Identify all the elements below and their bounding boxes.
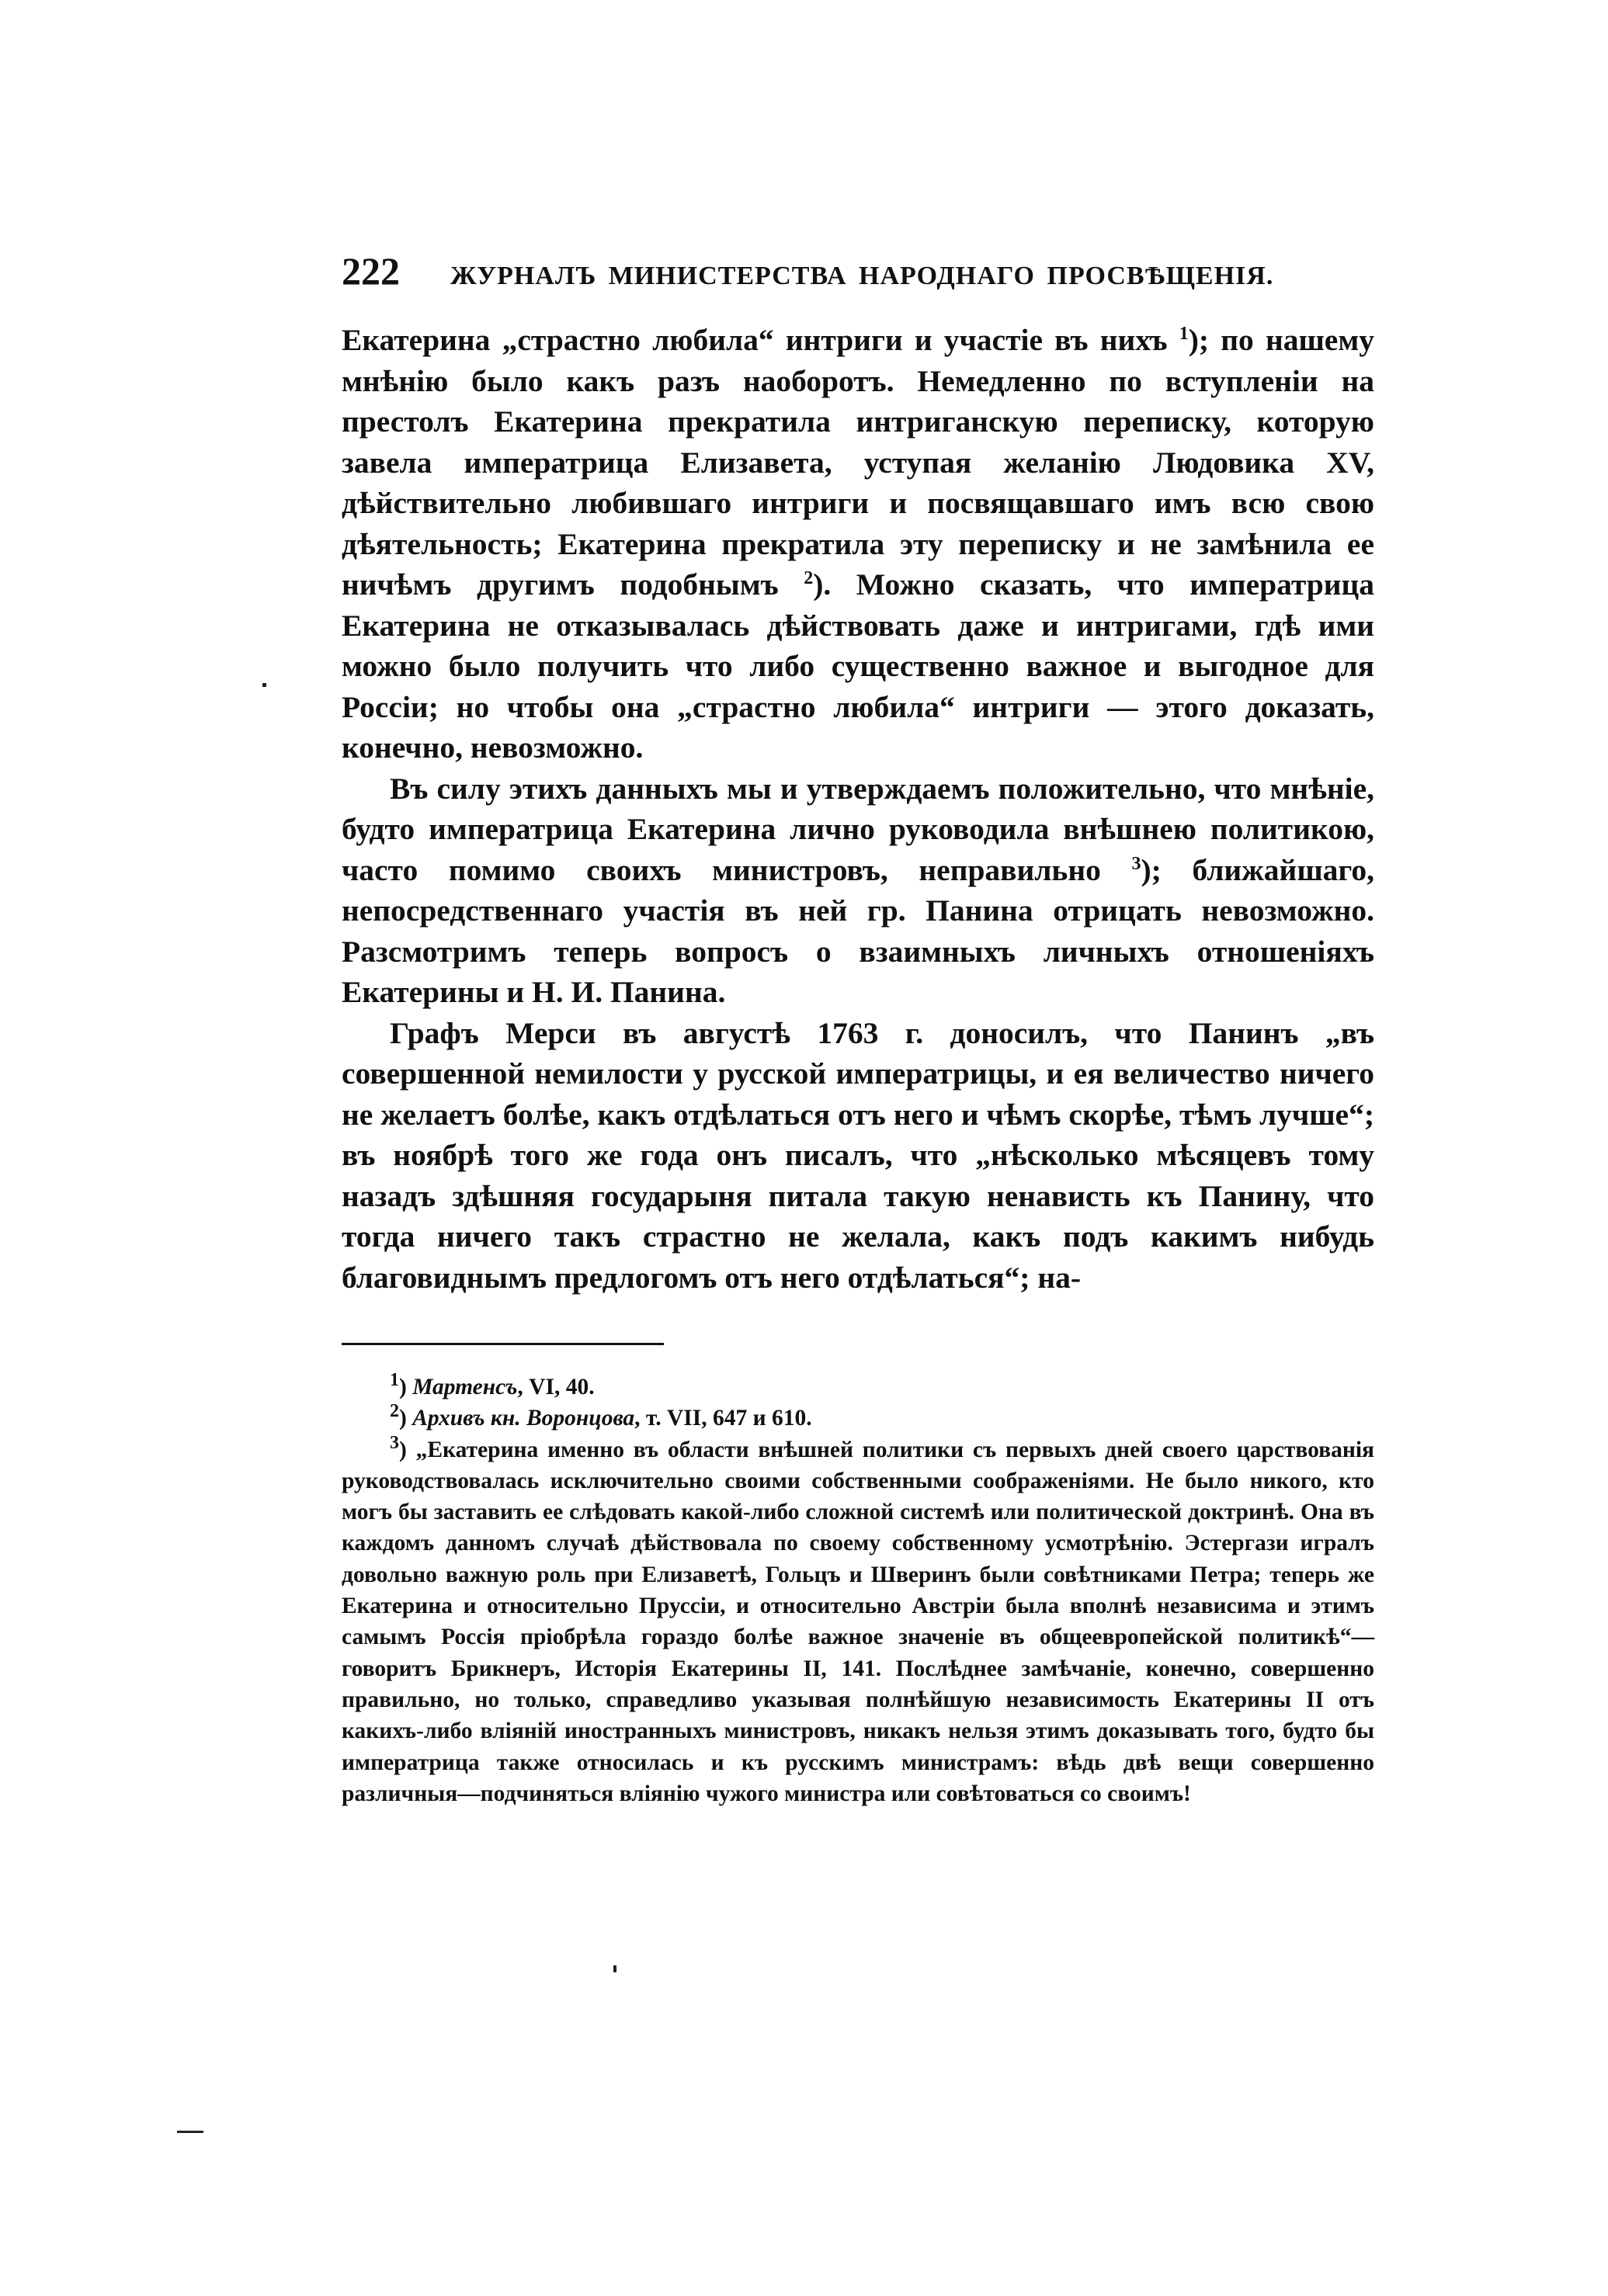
footnote-3: $^3$) „Екатерина именно въ области внѣшней политики съ первыхъ дней своего царствованія руководствовалась исключительно своими собственными соображеніями. Не было никого, кто могъ бы заставить ее слѣдовать какой-либо сложной системѣ или политической доктринѣ. Она въ каждомъ данномъ случаѣ дѣйствовала по своему собственному усмотрѣнію. Эстергази игралъ довольно важную роль при Елизаветѣ, Гольцъ и Шверинъ были совѣтниками Петра; теперь же Екатерина и относительно Пруссіи, и относительно Австріи была вполнѣ независима и этимъ самымъ Россія пріобрѣла гораздо болѣе важное значеніе въ общеевропейской политикѣ“—говоритъ Брикнеръ, Исторія Екатерины II, 141. Послѣднее замѣчаніе, конечно, совершенно правильно, но только, справедливо указывая полнѣйшую независимость Екатерины II отъ какихъ-либо вліяній иностранныхъ министровъ, никакъ нельзя этимъ доказывать того, будто бы императрица также относилась и къ русскимъ министрамъ: вѣдь двѣ вещи совершенно различныя—подчиняться вліянію чужого министра или совѣтоваться со своимъ! [342, 1432, 1375, 1806]
footnotes [342, 1372, 1374, 1809]
page-number: 222 [342, 249, 400, 293]
footnote-2: $^2$) Архивъ кн. Воронцова, т. VII, 647 и 610. [390, 1401, 812, 1431]
page-header [342, 248, 1374, 303]
footnote-1: $^1$) Мартенсъ, VI, 40. [390, 1370, 595, 1399]
footnote-ref-1: 1 [1179, 323, 1189, 344]
running-title: ЖУРНАЛЪ МИНИСТЕРСТВА НАРОДНАГО ПРОСВѢЩЕНІЯ. [450, 262, 1274, 290]
footnote-ref-3: 3 [1131, 853, 1141, 874]
scan-speck [613, 1965, 616, 1972]
paragraph-3: Графъ Мерси въ августѣ 1763 г. доносилъ, что Панинъ „въ совершенной немилости у русской императрицы, и ея величество ничего не желаетъ болѣе, какъ отдѣлаться отъ него и чѣмъ скорѣе, тѣмъ лучше“; въ ноябрѣ того же года онъ писалъ, что „нѣсколько мѣсяцевъ тому назадъ здѣшняя государыня питала такую ненависть къ Панину, что тогда ничего такъ страстно не желала, какъ подъ какимъ нибудь благовиднымъ предлогомъ отъ него отдѣлаться“; на- [342, 1015, 1374, 1295]
footnote-ref-2: 2 [804, 567, 814, 588]
body-text [342, 320, 1374, 1298]
paragraph-2: Въ силу этихъ данныхъ мы и утверждаемъ положительно, что мнѣніе, будто императрица Екатерина лично руководила внѣшнею политикою, часто помимо своихъ министровъ, неправильно $^3$); ближайшаго, непосредственнаго участія въ ней гр. Панина отрицать невозможно. Разсмотримъ теперь вопросъ о взаимныхъ личныхъ отношеніяхъ Екатерины и Н. И. Панина. [342, 771, 1374, 1009]
paragraph-1: Екатерина „страстно любила“ интриги и участіе въ нихъ $^1$); по нашему мнѣнію было какъ разъ наоборотъ. Немедленно по вступленіи на престолъ Екатерина прекратила интриганскую переписку, которую завела императрица Елизавета, уступая желанію Людовика XV, дѣйствительно любившаго интриги и посвящавшаго имъ всю свою дѣятельность; Екатерина прекратила эту переписку и не замѣнила ее ничѣмъ другимъ подобнымъ $^2$). Можно сказать, что императрица Екатерина не отказывалась дѣйствовать даже и интригами, гдѣ ими можно было получить что либо существенно важное и выгодное для Россіи; но чтобы она „страстно любила“ интриги — этого доказать, конечно, невозможно. [342, 323, 1374, 765]
document-page [342, 248, 1374, 1809]
scan-speck [262, 683, 266, 687]
footnote-divider [342, 1343, 664, 1345]
scan-dash [177, 2131, 203, 2133]
